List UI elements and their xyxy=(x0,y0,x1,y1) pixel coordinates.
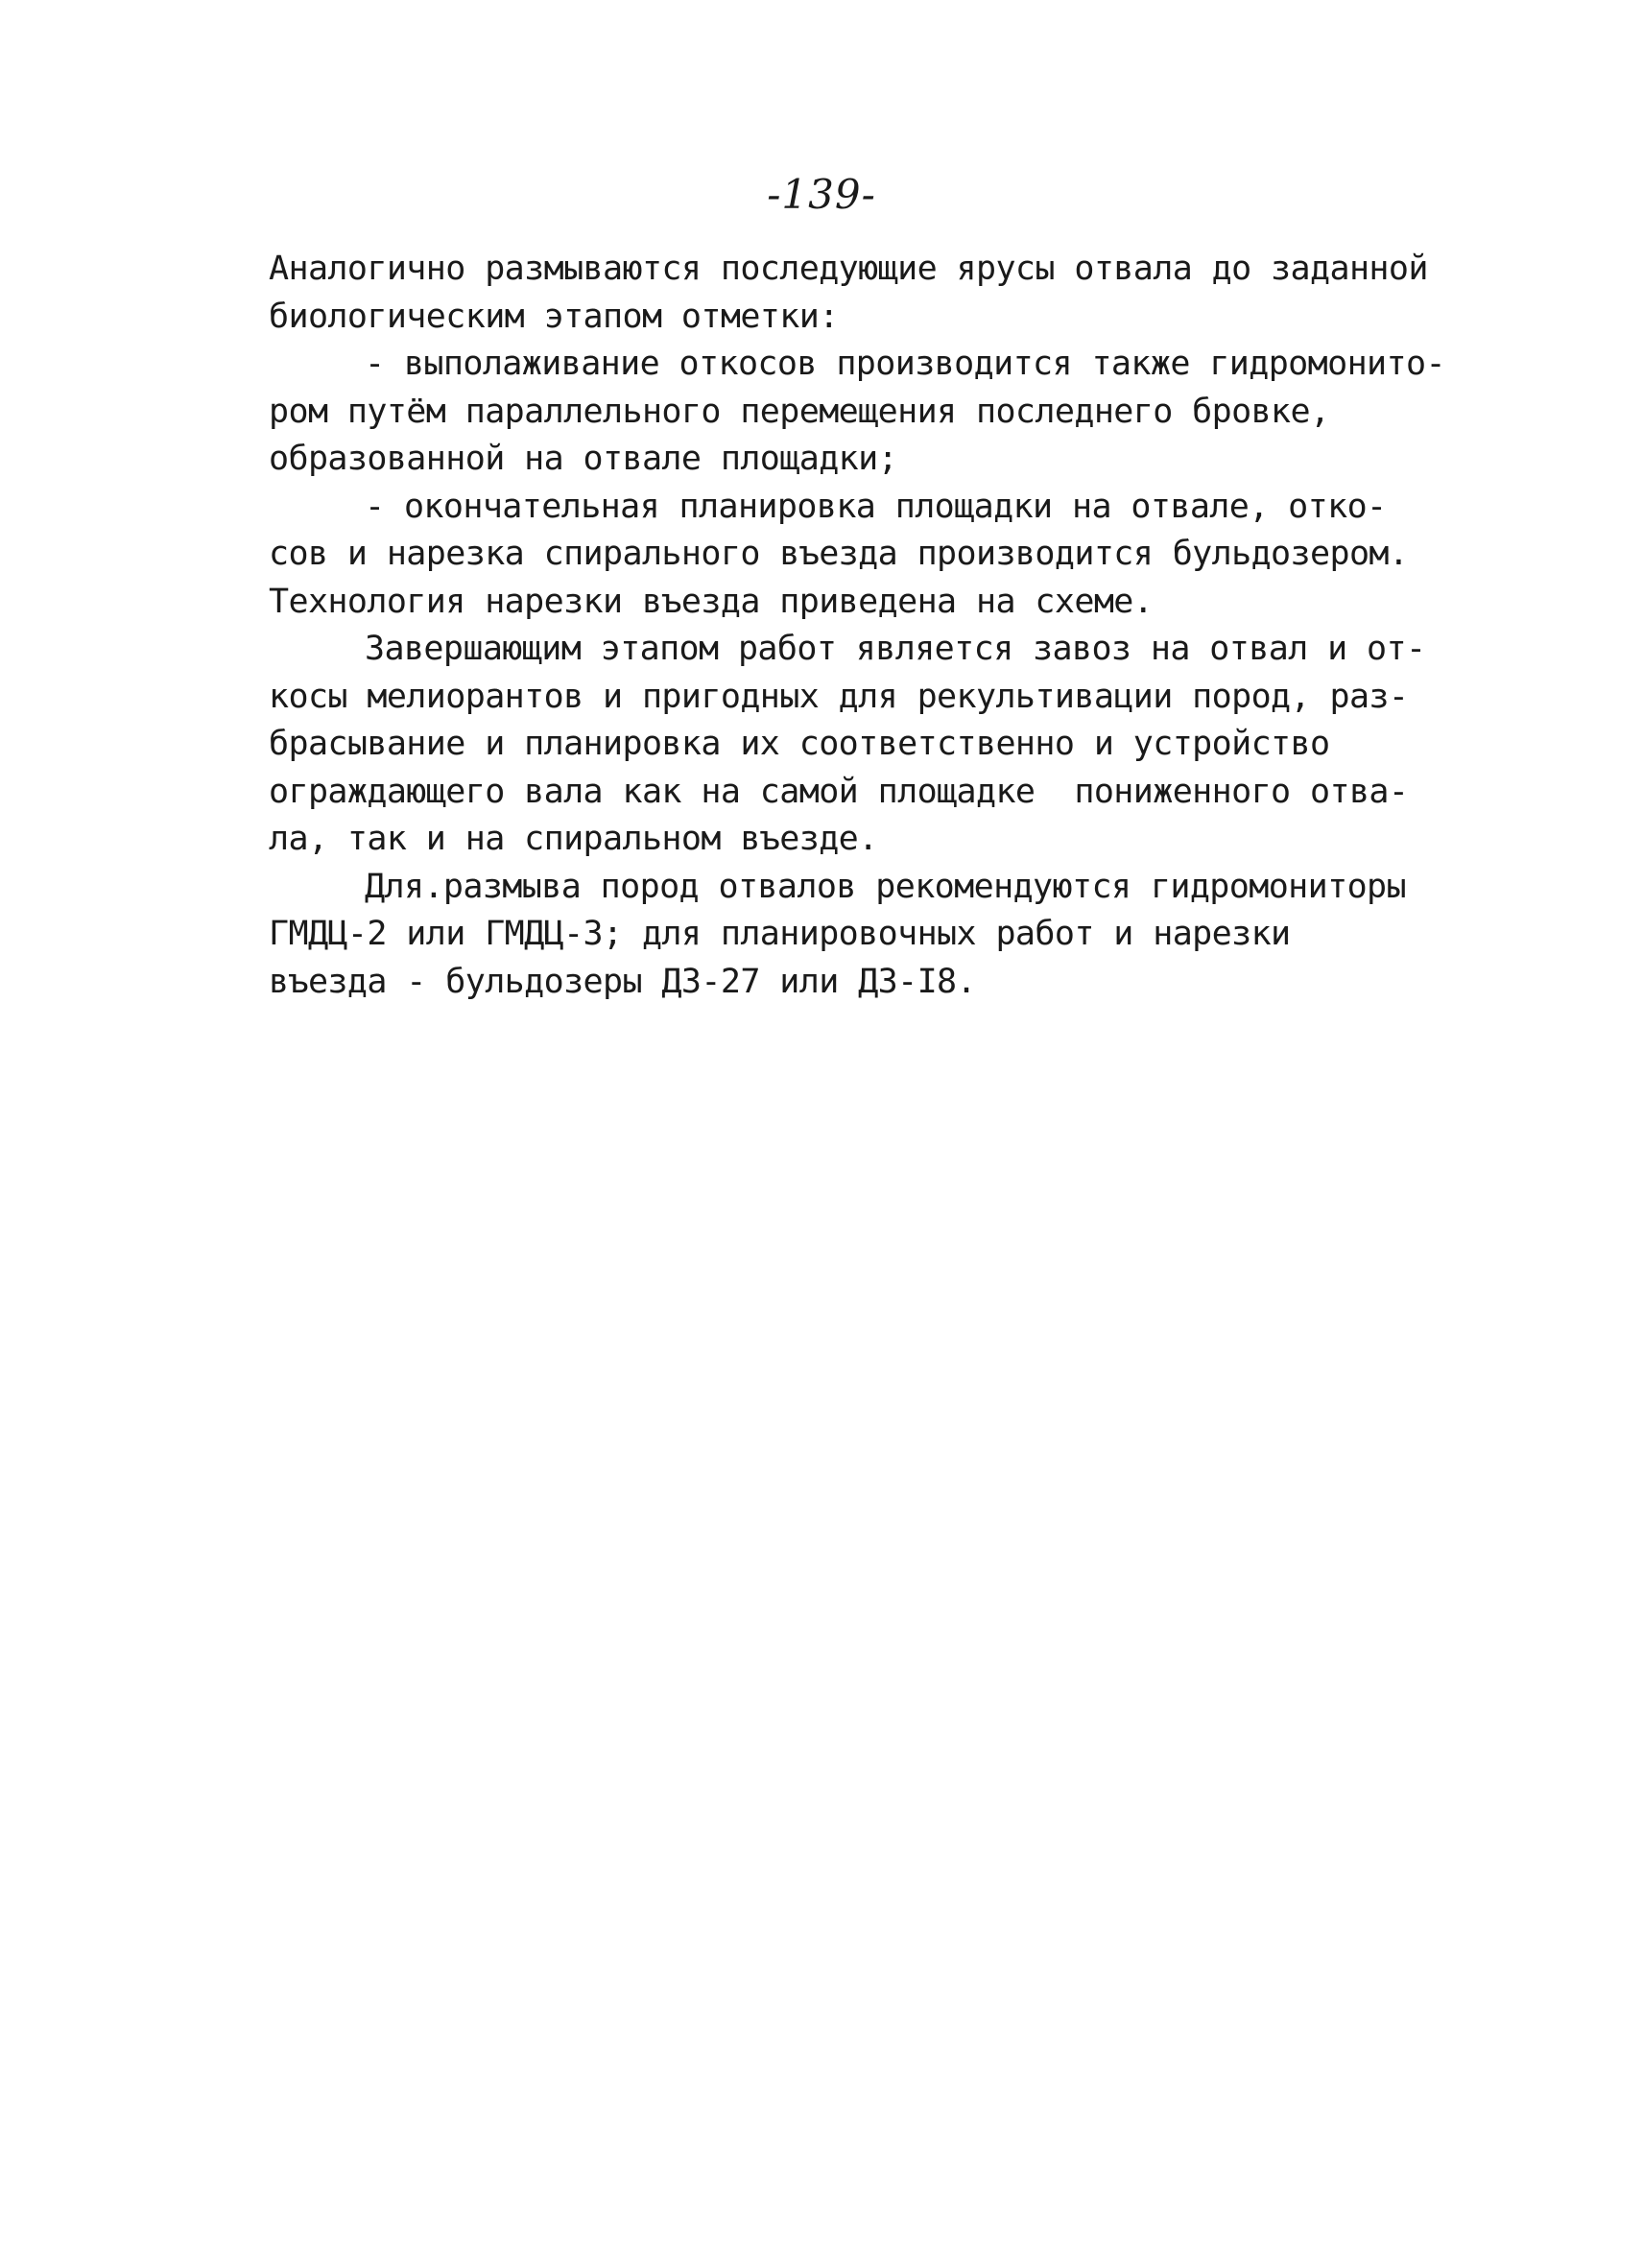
body-text xyxy=(269,246,1445,1006)
text-line: ром путём параллельного перемещения последнего бровке, xyxy=(269,392,1330,431)
text-line: Аналогично размываются последующие ярусы отвала до заданной xyxy=(269,250,1428,288)
text-line: образованной на отвале площадки; xyxy=(269,440,898,478)
text-line: Для.размыва пород отвалов рекомендуются гидромониторы xyxy=(365,867,1407,906)
text-line: Завершающим этапом работ является завоз на отвал и от- xyxy=(365,630,1426,668)
text-line: - выполаживание откосов производится также гидромонито- xyxy=(365,345,1445,383)
text-line: ограждающего вала как на самой площадке пониженного отва- xyxy=(269,772,1409,811)
text-line: косы мелиорантов и пригодных для рекультивации пород, раз- xyxy=(269,677,1409,716)
text-line: сов и нарезка спирального въезда производится бульдозером. xyxy=(269,535,1409,573)
text-line: биологическим этапом отметки: xyxy=(269,297,839,336)
text-line: Технология нарезки въезда приведена на схеме. xyxy=(269,582,1154,621)
text-line: ла, так и на спиральном въезде. xyxy=(269,820,878,858)
text-line: брасывание и планировка их соответственно и устройство xyxy=(269,725,1330,763)
text-line: ГМДЦ-2 или ГМДЦ-3; для планировочных работ и нарезки xyxy=(269,915,1291,953)
text-line: - окончательная планировка площадки на отвале, отко- xyxy=(365,487,1387,526)
page-number: -139- xyxy=(767,171,876,218)
text-line: въезда - бульдозеры ДЗ-27 или ДЗ-I8. xyxy=(269,962,976,1001)
